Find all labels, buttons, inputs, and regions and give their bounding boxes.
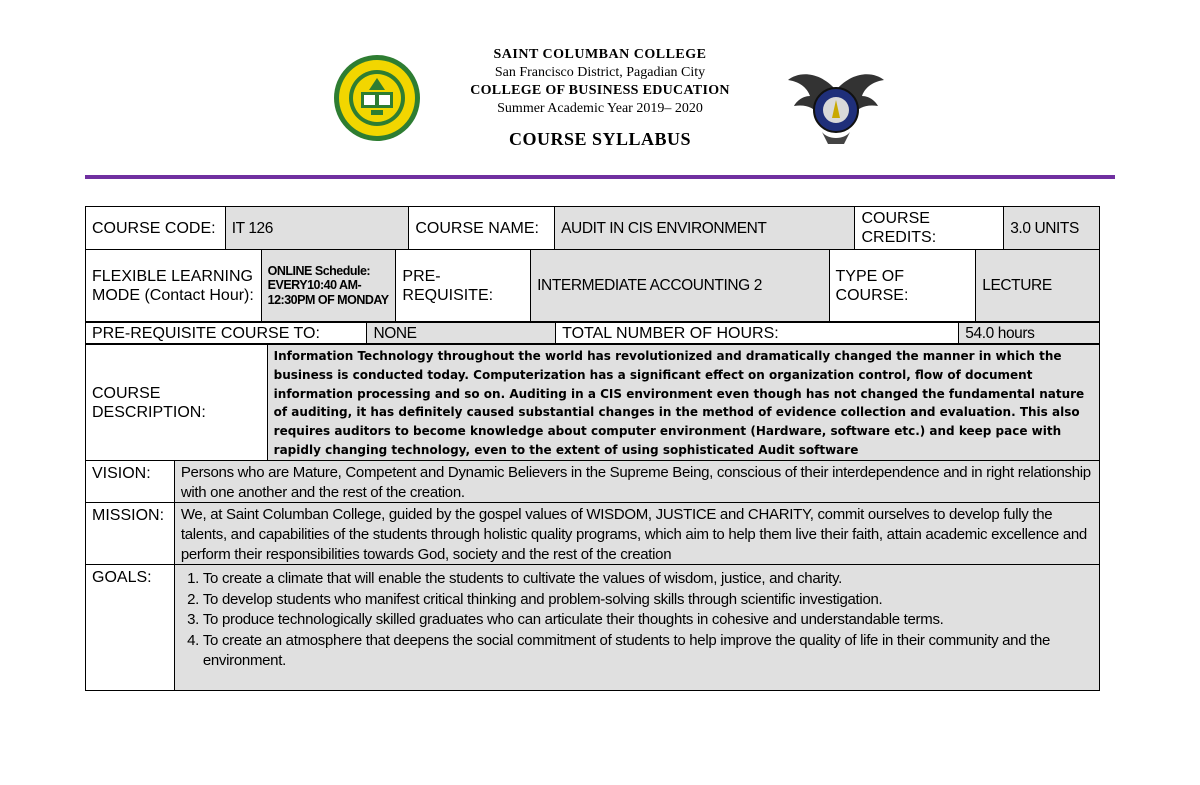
college-seal-logo	[333, 54, 421, 142]
vision-text: Persons who are Mature, Competent and Dynamic Believers in the Supreme Being, conscious of their interdependence and in right relationship with one another and the rest of the creation.	[175, 461, 1099, 502]
prerequisite-label: PRE-REQUISITE:	[396, 250, 531, 321]
course-credits-label: COURSE CREDITS:	[855, 207, 1004, 249]
schedule-value: ONLINE Schedule: EVERY10:40 AM- 12:30PM OF MONDAY	[262, 250, 397, 321]
goal-item: 3. To produce technologically skilled graduates who can articulate their thoughts in cohesive and understandable terms.	[203, 610, 1093, 631]
winged-emblem-logo	[788, 60, 884, 146]
prerequisite-to-value: NONE	[367, 323, 556, 343]
institution-location: San Francisco District, Pagadian City	[494, 65, 706, 80]
course-name-label: COURSE NAME:	[409, 207, 555, 249]
course-info-row	[85, 206, 1100, 250]
total-hours-label: TOTAL NUMBER OF HOURS:	[556, 323, 959, 343]
header-divider	[85, 175, 1115, 179]
goals-label: GOALS:	[86, 565, 175, 690]
course-code-value: IT 126	[226, 207, 410, 249]
course-description-text: Information Technology throughout the world has revolutionized and dramatically changed the manner in which the business is conducted today. Computerization has a significant effect on organization control, flow of document information processing and so on. Auditing in a CIS environment even though has not changed the fundamental nature of auditing, it has definitely caused substantial changes in the method of evidence collection and evaluation. This also requires auditors to become knowledge about computer environment (Hardware, software etc.) and keep pace with rapidly changing technology, even to the extent of using sophisticated Audit software	[268, 345, 1099, 460]
document-header	[440, 46, 760, 148]
college-name: COLLEGE OF BUSINESS EDUCATION	[470, 83, 730, 98]
prerequisite-to-label: PRE-REQUISITE COURSE TO:	[86, 323, 367, 343]
prerequisite-value: INTERMEDIATE ACCOUNTING 2	[531, 250, 829, 321]
learning-mode-row	[85, 249, 1100, 322]
goal-item: 4. To create an atmosphere that deepens the social commitment of students to help improve the quality of life in their community and the environment.	[203, 631, 1093, 672]
hours-row	[85, 322, 1100, 344]
mission-label: MISSION:	[86, 503, 175, 564]
vision-row	[85, 460, 1100, 503]
course-type-label: TYPE OF COURSE:	[830, 250, 977, 321]
goal-item: 1. To create a climate that will enable the students to cultivate the values of wisdom, justice, and charity.	[203, 569, 1093, 590]
institution-name: SAINT COLUMBAN COLLEGE	[493, 47, 707, 62]
course-description-row	[85, 344, 1100, 461]
learning-mode-label: FLEXIBLE LEARNING MODE (Contact Hour):	[86, 250, 262, 321]
goals-list-container	[175, 565, 1099, 690]
total-hours-value: 54.0 hours	[959, 323, 1099, 343]
course-description-label: COURSE DESCRIPTION:	[86, 345, 268, 460]
goal-item: 2. To develop students who manifest critical thinking and problem-solving skills through scientific investigation.	[203, 590, 1093, 611]
goals-list	[181, 569, 1093, 672]
course-name-value: AUDIT IN CIS ENVIRONMENT	[555, 207, 855, 249]
goals-row	[85, 564, 1100, 691]
course-type-value: LECTURE	[976, 250, 1099, 321]
course-credits-value: 3.0 UNITS	[1004, 207, 1099, 249]
mission-row	[85, 502, 1100, 565]
academic-year: Summer Academic Year 2019– 2020	[497, 101, 703, 116]
mission-text: We, at Saint Columban College, guided by the gospel values of WISDOM, JUSTICE and CHARITY, commit ourselves to develop fully the talents, and capabilities of the students through holistic quality programs, which aim to help them live their faith, attain academic excellence and perform their responsibilities towards God, society and the rest of the creation	[175, 503, 1099, 564]
course-code-label: COURSE CODE:	[86, 207, 226, 249]
vision-label: VISION:	[86, 461, 175, 502]
document-title: COURSE SYLLABUS	[508, 129, 692, 149]
